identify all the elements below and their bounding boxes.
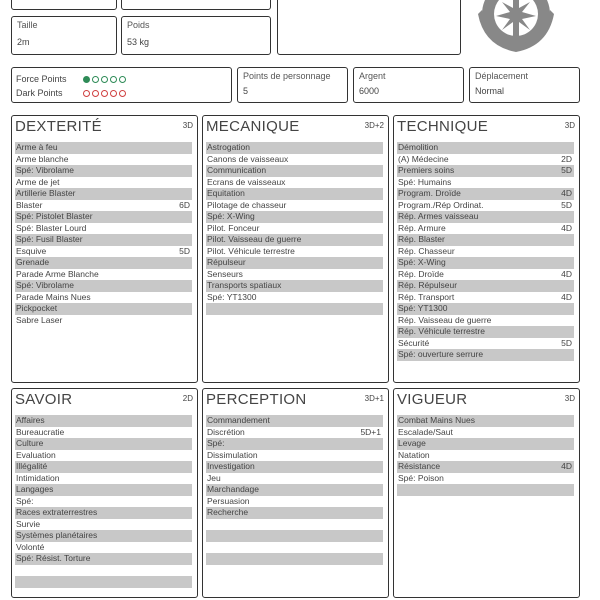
skill-row[interactable] xyxy=(397,450,574,462)
skill-name: Spé: YT1300 xyxy=(207,291,257,302)
skill-box-mecanique xyxy=(202,115,389,383)
skill-value: 2D xyxy=(561,153,572,164)
skill-dice[interactable]: 3D xyxy=(564,394,575,403)
skill-name: Rép. Armes vaisseau xyxy=(398,211,479,221)
skill-name: Commandement xyxy=(207,415,270,425)
skill-name: Spé: Résist. Torture xyxy=(16,553,91,563)
skill-name: Spé: Blaster Lourd xyxy=(16,222,87,233)
skill-row[interactable] xyxy=(206,415,383,427)
skill-name: Program./Rép Ordinat. xyxy=(398,199,484,210)
skill-name: Senseurs xyxy=(207,268,243,279)
skill-row[interactable] xyxy=(15,188,192,200)
poids-value: 53 kg xyxy=(127,37,150,47)
skill-list xyxy=(397,142,574,361)
skill-row[interactable] xyxy=(206,542,383,554)
skill-row[interactable] xyxy=(206,280,383,292)
skill-row[interactable] xyxy=(15,269,192,281)
skill-row[interactable] xyxy=(15,484,192,496)
skill-row[interactable] xyxy=(397,484,574,496)
dark-point-dot[interactable] xyxy=(92,90,99,97)
skill-list xyxy=(15,415,192,588)
skill-list xyxy=(206,142,383,315)
skill-row[interactable] xyxy=(397,438,574,450)
skill-row[interactable] xyxy=(206,177,383,189)
skill-name: Jeu xyxy=(207,472,221,483)
skill-row[interactable] xyxy=(397,427,574,439)
skill-value: 5D xyxy=(561,337,572,348)
skill-row[interactable] xyxy=(397,200,574,212)
dark-point-dot[interactable] xyxy=(83,90,90,97)
skill-name: Sécurité xyxy=(398,337,430,348)
skill-row[interactable] xyxy=(206,246,383,258)
skill-list xyxy=(397,415,574,496)
skill-name: Spé: Humains xyxy=(398,176,452,187)
skill-row[interactable] xyxy=(15,461,192,473)
skill-row[interactable] xyxy=(15,315,192,327)
skill-name: Transports spatiaux xyxy=(207,280,282,290)
skill-row[interactable] xyxy=(397,280,574,292)
skill-row[interactable] xyxy=(206,200,383,212)
skill-name: Volonté xyxy=(16,541,45,552)
skill-dice[interactable]: 3D+1 xyxy=(364,394,384,403)
skill-name: Natation xyxy=(398,449,430,460)
skill-row[interactable] xyxy=(206,450,383,462)
force-points-panel xyxy=(11,67,232,103)
argent-field[interactable] xyxy=(353,67,464,103)
skill-name: Pilot. Véhicule terrestre xyxy=(207,245,295,256)
skill-row[interactable] xyxy=(397,292,574,304)
skill-name: Races extraterrestres xyxy=(16,507,98,517)
skill-row[interactable] xyxy=(15,223,192,235)
force-point-dot[interactable] xyxy=(92,76,99,83)
skill-row[interactable] xyxy=(206,154,383,166)
skill-name: Survie xyxy=(16,518,41,529)
dark-points-label: Dark Points xyxy=(16,88,63,98)
skill-value: 4D xyxy=(561,461,572,471)
skill-row[interactable] xyxy=(397,303,574,315)
skill-name: Sabre Laser xyxy=(16,314,63,325)
skill-row[interactable] xyxy=(397,246,574,258)
skill-row[interactable] xyxy=(397,315,574,327)
skill-title: DEXTERITÉ xyxy=(15,118,102,135)
skill-name: Spé: YT1300 xyxy=(398,303,448,313)
skill-row[interactable] xyxy=(206,223,383,235)
skill-row[interactable] xyxy=(15,142,192,154)
skill-name: Pilot. Vaisseau de guerre xyxy=(207,234,302,244)
skill-row[interactable] xyxy=(206,438,383,450)
skill-row[interactable] xyxy=(397,269,574,281)
skill-name: Spé: xyxy=(207,438,225,448)
poids-label: Poids xyxy=(127,20,150,30)
skill-row[interactable] xyxy=(15,542,192,554)
skill-row[interactable] xyxy=(15,530,192,542)
poids-field[interactable] xyxy=(121,16,271,55)
skill-row[interactable] xyxy=(15,303,192,315)
skill-name: Premiers soins xyxy=(398,165,455,175)
skill-name: Evaluation xyxy=(16,449,56,460)
skill-row[interactable] xyxy=(397,165,574,177)
points-personnage-field[interactable] xyxy=(237,67,348,103)
skill-name: Spé: Poison xyxy=(398,472,444,483)
skill-value: 4D xyxy=(561,291,572,302)
skill-name: Parade Mains Nues xyxy=(16,291,91,302)
skill-row[interactable] xyxy=(15,473,192,485)
skill-name: Rép. Transport xyxy=(398,291,455,302)
skill-row[interactable] xyxy=(15,200,192,212)
skill-name: Combat Mains Nues xyxy=(398,415,476,425)
skill-row[interactable] xyxy=(206,269,383,281)
skill-name: Marchandage xyxy=(207,484,259,494)
skill-row[interactable] xyxy=(15,519,192,531)
skill-row[interactable] xyxy=(206,427,383,439)
skill-name: Spé: ouverture serrure xyxy=(398,349,484,359)
skill-name: Spé: Vibrolame xyxy=(16,280,74,290)
skill-name: Ecrans de vaisseaux xyxy=(207,176,286,187)
skill-list xyxy=(15,142,192,326)
skill-name: Rép. Droïde xyxy=(398,268,444,279)
taille-label: Taille xyxy=(17,20,38,30)
dark-point-dot[interactable] xyxy=(110,90,117,97)
skill-row[interactable] xyxy=(15,177,192,189)
points-personnage-value: 5 xyxy=(243,86,249,96)
skill-row[interactable] xyxy=(397,473,574,485)
dark-point-dot[interactable] xyxy=(119,90,126,97)
skill-name: Illégalité xyxy=(16,461,48,471)
skill-row[interactable] xyxy=(397,211,574,223)
skill-dice[interactable]: 3D+2 xyxy=(364,121,384,130)
deplacement-label: Déplacement xyxy=(475,71,529,81)
skill-name: Esquive xyxy=(16,245,47,256)
skill-row[interactable] xyxy=(206,484,383,496)
skill-name: Investigation xyxy=(207,461,255,471)
deplacement-value: Normal xyxy=(475,86,505,96)
skill-box-savoir xyxy=(11,388,198,598)
skill-name: Bureaucratie xyxy=(16,426,65,437)
skill-row[interactable] xyxy=(397,257,574,269)
skill-name: Arme blanche xyxy=(16,153,69,164)
skill-row[interactable] xyxy=(206,142,383,154)
skill-row[interactable] xyxy=(206,553,383,565)
skill-row[interactable] xyxy=(15,292,192,304)
skill-box-perception xyxy=(202,388,389,598)
skill-name: Spé: X-Wing xyxy=(398,257,446,267)
skill-row[interactable] xyxy=(15,438,192,450)
jedi-order-emblem-icon xyxy=(478,0,554,54)
skill-row[interactable] xyxy=(397,154,574,166)
skill-name: Pilot. Fonceur xyxy=(207,222,260,233)
skill-name: Spé: Pistolet Blaster xyxy=(16,211,93,221)
top-field-right[interactable] xyxy=(121,0,271,10)
skill-value: 5D xyxy=(179,245,190,256)
skill-name: Discrétion xyxy=(207,426,245,437)
skill-row[interactable] xyxy=(15,576,192,588)
skill-row[interactable] xyxy=(15,450,192,462)
skill-row[interactable] xyxy=(397,338,574,350)
skill-value: 5D xyxy=(561,199,572,210)
skill-name: Répulseur xyxy=(207,257,246,267)
skill-row[interactable] xyxy=(15,234,192,246)
skill-name: Arme à feu xyxy=(16,142,58,152)
skill-row[interactable] xyxy=(397,223,574,235)
skill-name: Pilotage de chasseur xyxy=(207,199,287,210)
skill-name: Résistance xyxy=(398,461,441,471)
skill-row[interactable] xyxy=(206,519,383,531)
skill-value: 5D+1 xyxy=(360,426,381,437)
skill-name: Spé: X-Wing xyxy=(207,211,255,221)
skill-row[interactable] xyxy=(206,292,383,304)
skill-row[interactable] xyxy=(15,507,192,519)
dark-point-dot[interactable] xyxy=(101,90,108,97)
skill-name: Dissimulation xyxy=(207,449,258,460)
skill-row[interactable] xyxy=(397,326,574,338)
skill-row[interactable] xyxy=(15,427,192,439)
dark-points-row xyxy=(16,88,128,98)
argent-label: Argent xyxy=(359,71,386,81)
skill-name: Rép. Blaster xyxy=(398,234,445,244)
skill-title: VIGUEUR xyxy=(397,391,468,408)
portrait-field[interactable] xyxy=(277,0,461,55)
force-point-dot[interactable] xyxy=(101,76,108,83)
points-personnage-label: Points de personnage xyxy=(243,71,331,81)
skill-name: Grenade xyxy=(16,257,50,267)
skill-name: Pickpocket xyxy=(16,303,58,313)
skill-name: Rép. Vaisseau de guerre xyxy=(398,314,492,325)
skill-row[interactable] xyxy=(397,234,574,246)
skill-value: 5D xyxy=(561,165,572,175)
taille-field[interactable] xyxy=(11,16,117,55)
skill-name: Parade Arme Blanche xyxy=(16,268,99,279)
force-point-dot[interactable] xyxy=(110,76,117,83)
skill-value: 6D xyxy=(179,199,190,210)
skill-name: Rép. Armure xyxy=(398,222,446,233)
skill-row[interactable] xyxy=(15,154,192,166)
skill-name: Spé: Vibrolame xyxy=(16,165,74,175)
skill-row[interactable] xyxy=(397,415,574,427)
skill-row[interactable] xyxy=(15,553,192,565)
skill-name: Program. Droïde xyxy=(398,188,461,198)
skill-name: Levage xyxy=(398,438,426,448)
skill-dice[interactable]: 3D xyxy=(564,121,575,130)
skill-value: 4D xyxy=(561,222,572,233)
skill-row[interactable] xyxy=(206,496,383,508)
skill-row[interactable] xyxy=(206,257,383,269)
skill-name: Communication xyxy=(207,165,267,175)
skill-row[interactable] xyxy=(206,507,383,519)
skill-row[interactable] xyxy=(397,177,574,189)
skill-list xyxy=(206,415,383,565)
skill-box-vigueur xyxy=(393,388,580,598)
skill-value: 4D xyxy=(561,268,572,279)
deplacement-field[interactable] xyxy=(469,67,580,103)
skill-row[interactable] xyxy=(15,280,192,292)
skill-name: Rép. Véhicule terrestre xyxy=(398,326,485,336)
skill-title: PERCEPTION xyxy=(206,391,307,408)
force-points-row xyxy=(16,74,128,84)
skill-name: (A) Médecine xyxy=(398,153,449,164)
skill-value: 4D xyxy=(561,188,572,198)
skill-name: Démolition xyxy=(398,142,439,152)
skill-box-technique xyxy=(393,115,580,383)
skill-name: Equitation xyxy=(207,188,245,198)
skill-name: Arme de jet xyxy=(16,176,60,187)
skill-row[interactable] xyxy=(206,461,383,473)
skill-row[interactable] xyxy=(15,415,192,427)
skill-name: Persuasion xyxy=(207,495,250,506)
skill-row[interactable] xyxy=(397,461,574,473)
skill-name: Artillerie Blaster xyxy=(16,188,76,198)
skill-name: Rép. Répulseur xyxy=(398,280,458,290)
skill-title: MECANIQUE xyxy=(206,118,300,135)
skill-row[interactable] xyxy=(206,530,383,542)
skill-row[interactable] xyxy=(397,142,574,154)
skill-row[interactable] xyxy=(15,257,192,269)
skill-row[interactable] xyxy=(397,349,574,361)
skill-row[interactable] xyxy=(206,211,383,223)
skill-row[interactable] xyxy=(15,211,192,223)
skill-row[interactable] xyxy=(206,234,383,246)
skill-name: Blaster xyxy=(16,199,43,210)
force-point-dot[interactable] xyxy=(83,76,90,83)
argent-value: 6000 xyxy=(359,86,380,96)
skill-row[interactable] xyxy=(397,188,574,200)
force-points-dots[interactable] xyxy=(83,74,128,84)
skill-name: Spé: Fusil Blaster xyxy=(16,234,83,244)
skill-name: Langages xyxy=(16,484,54,494)
skill-name: Systèmes planétaires xyxy=(16,530,98,540)
skill-row[interactable] xyxy=(206,188,383,200)
skill-name: Rép. Chasseur xyxy=(398,245,455,256)
skill-name: Culture xyxy=(16,438,44,448)
skill-row[interactable] xyxy=(15,496,192,508)
skill-box-dexterite xyxy=(11,115,198,383)
skill-row[interactable] xyxy=(206,473,383,485)
force-point-dot[interactable] xyxy=(119,76,126,83)
skill-name: Astrogation xyxy=(207,142,250,152)
skill-row[interactable] xyxy=(15,565,192,577)
skill-name: Intimidation xyxy=(16,472,60,483)
skill-row[interactable] xyxy=(206,303,383,315)
skill-title: SAVOIR xyxy=(15,391,73,408)
skill-row[interactable] xyxy=(206,165,383,177)
skill-name: Spé: xyxy=(16,495,34,506)
skill-row[interactable] xyxy=(15,165,192,177)
skill-row[interactable] xyxy=(15,246,192,258)
top-field-left[interactable] xyxy=(11,0,117,10)
skill-name: Affaires xyxy=(16,415,45,425)
dark-points-dots[interactable] xyxy=(83,88,128,98)
skill-dice[interactable]: 3D xyxy=(182,121,193,130)
skill-title: TECHNIQUE xyxy=(397,118,489,135)
skill-name: Recherche xyxy=(207,507,249,517)
skill-name: Escalade/Saut xyxy=(398,426,453,437)
taille-value: 2m xyxy=(17,37,30,47)
skill-name: Canons de vaisseaux xyxy=(207,153,289,164)
skill-dice[interactable]: 2D xyxy=(182,394,193,403)
force-points-label: Force Points xyxy=(16,74,67,84)
